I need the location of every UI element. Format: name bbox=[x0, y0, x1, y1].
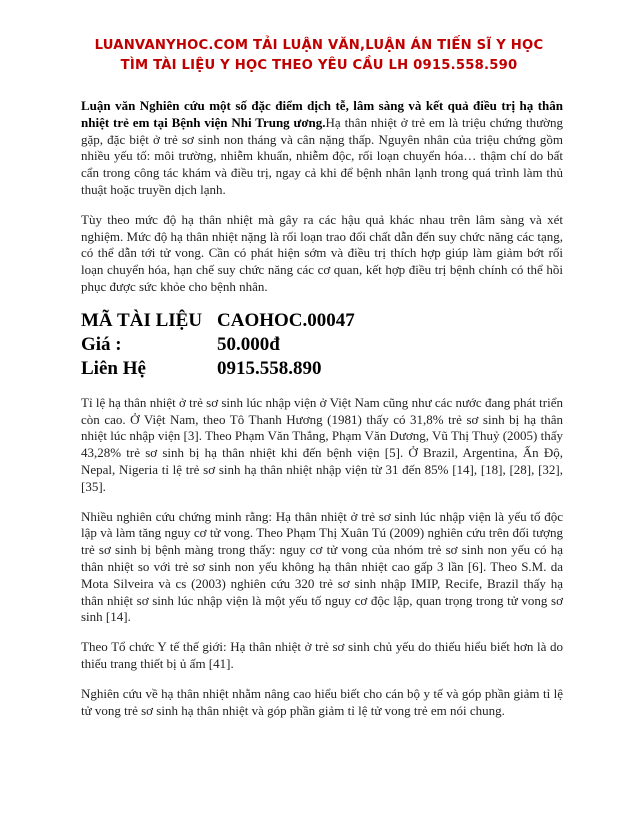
contact-row bbox=[81, 357, 563, 381]
price-value: 50.000đ bbox=[217, 333, 280, 355]
paragraph-2: Tùy theo mức độ hạ thân nhiệt mà gây ra các hậu quả khác nhau trên lâm sàng và xét nghiệm. Mức độ hạ thân nhiệt nặng là rối loạn trao đổi chất dẫn đến suy chức năng các tạng, có thể dẫn tới tử vong. Cần có phát hiện sớm và điều trị thích hợp giúp làm giảm bớt rối loạn chuyển hóa, hạn chế suy chức năng các cơ quan, kết hợp điều trị bệnh chính có thể hồi phục được sức khỏe cho bệnh nhân. bbox=[81, 211, 563, 294]
code-label: MÃ TÀI LIỆU bbox=[81, 309, 203, 331]
intro-paragraph bbox=[81, 98, 563, 199]
paragraph-3: Tỉ lệ hạ thân nhiệt ở trẻ sơ sinh lúc nhập viện ở Việt Nam cũng như các nước đang phát triển còn cao. Ở Việt Nam, theo Tô Thanh Hương (1981) thấy có 31,8% trẻ sơ sinh bị hạ thân nhiệt lúc nhập viện [3]. Theo Phạm Văn Thắng, Phạm Văn Dương, Vũ Thị Thuỷ (2005) thấy 43,28% trẻ sơ sinh bị hạ thân nhiệt khi đến bệnh viện [5]. Ở Brazil, Argentina, Ấn Độ, Nepal, Nigeria tỉ lệ trẻ sơ sinh hạ thân nhiệt nhập viện từ 31 đến 85% [14], [18], [28], [32], [35]. bbox=[81, 394, 563, 494]
header-line-1: LUANVANYHOC.COM TẢI LUẬN VĂN,LUẬN ÁN TIẾN SĨ Y HỌC bbox=[94, 38, 544, 53]
paragraph-4: Nhiều nghiên cứu chứng minh rằng: Hạ thân nhiệt ở trẻ sơ sinh lúc nhập viện là yếu tố độc lập và làm tăng nguy cơ tử vong. Theo Phạm Thị Xuân Tú (2009) nghiên cứu trên đối tượng trẻ sơ sinh bị bệnh màng trong thấy: nguy cơ tử vong của nhóm trẻ sơ sinh non yếu có hạ thân nhiệt so với trẻ sơ sinh non yếu không hạ thân nhiệt cao gấp 3 lần [6]. Theo S.M. da Mota Silveira và cs (2003) nghiên cứu 320 trẻ sơ sinh nhập IMIP, Recife, Brazil thấy hạ thân nhiệt sơ sinh lúc nhập viện là một yếu tố nguy cơ độc lập, quan trọng trong tử vong sơ sinh [14]. bbox=[81, 508, 563, 625]
contact-value: 0915.558.890 bbox=[217, 357, 322, 379]
document-body bbox=[81, 98, 563, 732]
document-info bbox=[81, 309, 563, 381]
intro-text: Hạ thân nhiệt ở trẻ em là triệu chứng thường gặp, đặc biệt ở trẻ sơ sinh non tháng và cân nặng thấp. Nguyên nhân của triệu chứng gồm nhiều yếu tố: môi trường, nhiễm khuẩn, nhiễm độc, rối loạn chuyển hóa… thậm chí do bất cẩn trong công tác khám và điều trị, ngay cả khi để bệnh nhân lạnh trong quá trình làm thủ thuật hoặc truyền dịch lạnh. bbox=[81, 114, 563, 197]
header-line-2: TÌM TÀI LIỆU Y HỌC THEO YÊU CẦU LH 0915.558.590 bbox=[120, 58, 518, 73]
paragraph-6: Nghiên cứu về hạ thân nhiệt nhằm nâng cao hiểu biết cho cán bộ y tế và góp phần giảm tỉ lệ tử vong trẻ sơ sinh hạ thân nhiệt và góp phần giảm tỉ lệ tử vong trẻ em nói chung. bbox=[81, 685, 563, 718]
intro-title: Luận văn Nghiên cứu một số đặc điểm dịch tễ, lâm sàng và kết quả điều trị hạ thân nhiệt trẻ em tại Bệnh viện Nhi Trung ương. bbox=[81, 98, 563, 130]
code-value: CAOHOC.00047 bbox=[217, 309, 355, 331]
code-row bbox=[81, 309, 563, 333]
paragraph-5: Theo Tổ chức Y tế thế giới: Hạ thân nhiệt ở trẻ sơ sinh chủ yếu do thiếu hiểu biết hơn là do thiếu trang thiết bị ủ ấm [41]. bbox=[81, 639, 563, 671]
price-label: Giá : bbox=[81, 333, 122, 355]
price-row bbox=[81, 333, 563, 357]
contact-label: Liên Hệ bbox=[81, 357, 146, 379]
